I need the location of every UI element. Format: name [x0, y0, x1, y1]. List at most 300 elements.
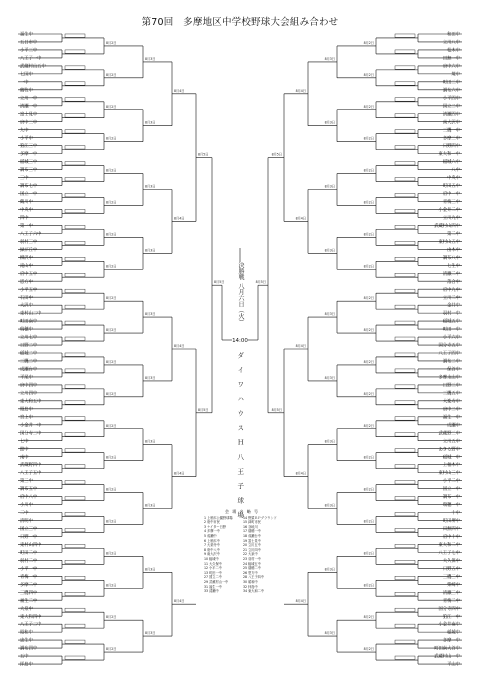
- team-name: 調布七中: [20, 184, 38, 190]
- team-name: 武蔵野三中: [438, 431, 460, 437]
- match-box: [395, 209, 415, 212]
- match-date: 8月4日: [295, 88, 306, 93]
- team-name: 八王子七中: [438, 550, 460, 556]
- team-name: 小金井一中: [20, 423, 42, 429]
- team-name: 立川九中: [442, 216, 460, 222]
- match-box: [395, 289, 415, 292]
- team-name: 一中: [20, 80, 29, 86]
- team-name: 府中五中: [20, 271, 38, 277]
- team-name: 大沢中: [20, 303, 33, 309]
- match-box: [395, 162, 415, 165]
- team-name: 田無四中: [442, 527, 460, 533]
- team-name: 鶴牧中: [20, 88, 33, 94]
- team-name: 二中: [20, 511, 29, 517]
- team-name: 調布八中: [442, 255, 460, 261]
- match-date: 8月4日: [174, 344, 185, 348]
- match-date: 8月2日: [363, 328, 374, 333]
- match-date: 8月2日: [106, 519, 117, 524]
- team-name: 三鷹五中: [442, 391, 460, 397]
- legend-item: 22 大泉中: [243, 552, 258, 557]
- team-name: 柴崎中: [447, 582, 460, 588]
- match-box: [65, 497, 85, 500]
- team-name: 小平三中: [20, 48, 38, 54]
- match-date: 8月3日: [145, 631, 156, 636]
- match-date: 8月3日: [145, 120, 156, 125]
- match-box: [65, 465, 85, 468]
- team-name: 柳沢中: [20, 255, 33, 261]
- match-date: 8月4日: [295, 599, 306, 604]
- match-date: 8月2日: [363, 136, 374, 141]
- team-name: 平山中: [447, 662, 460, 668]
- team-name: 中央中: [20, 208, 33, 214]
- match-box: [395, 385, 415, 388]
- match-box: [65, 512, 85, 515]
- match-date: 8月3日: [324, 312, 335, 317]
- legend-item: 19 富士見中: [243, 538, 261, 543]
- team-name: 調布二中: [442, 359, 460, 365]
- team-name: 日野一中: [20, 535, 38, 541]
- page-title: 第70回 多摩地区中学校野球大会組み合わせ: [141, 17, 339, 28]
- team-name: 清明中: [20, 519, 33, 525]
- match-box: [395, 273, 415, 276]
- match-date: 8月2日: [363, 487, 374, 492]
- match-box: [395, 257, 415, 260]
- legend-item: 15 緑町市民: [243, 520, 261, 525]
- team-name: 金井中: [447, 303, 460, 309]
- match-box: [65, 66, 85, 69]
- match-date: 8月2日: [106, 328, 117, 333]
- legend-item: 25 瑞穂二中: [243, 566, 261, 571]
- legend-item: 34 東大和二中: [243, 589, 265, 594]
- team-name: 国分寺二中: [20, 431, 42, 437]
- match-date: 8月2日: [363, 647, 374, 652]
- team-name: 清瀬三中: [442, 590, 460, 596]
- team-name: 三鷹二中: [20, 359, 38, 365]
- match-box: [395, 481, 415, 484]
- team-name: 瑞穂中: [20, 327, 33, 333]
- match-box: [65, 592, 85, 595]
- match-box: [65, 225, 85, 228]
- team-name: 清瀬一中: [20, 104, 38, 110]
- match-box: [395, 241, 415, 244]
- team-name: 多摩永山中: [438, 375, 460, 381]
- match-date: 8月4日: [295, 344, 306, 348]
- match-date: 8月2日: [363, 104, 374, 109]
- legend-item: 24 稲城五中: [243, 561, 261, 566]
- team-name: 国立一中: [442, 487, 460, 493]
- team-name: 稲城五中: [442, 319, 460, 325]
- match-box: [65, 353, 85, 356]
- team-name: 第三中: [20, 479, 33, 485]
- match-box: [395, 114, 415, 117]
- team-name: 日野三中: [442, 383, 460, 389]
- team-name: 四中: [20, 216, 29, 222]
- match-date: 8月2日: [106, 104, 117, 109]
- match-date: 8月2日: [363, 200, 374, 205]
- team-name: 多摩一中: [20, 152, 38, 158]
- match-box: [395, 528, 415, 531]
- match-box: [65, 337, 85, 340]
- match-box: [65, 401, 85, 404]
- match-date: 8月2日: [106, 487, 117, 492]
- team-name: 五中: [20, 654, 29, 660]
- team-name: 八王子五中: [20, 471, 42, 477]
- team-name: 東大和四中: [20, 614, 42, 620]
- match-box: [65, 544, 85, 547]
- match-date: 8月4日: [174, 471, 185, 476]
- left-bracket: [18, 31, 224, 668]
- team-name: 七中: [20, 439, 29, 445]
- team-name: 三鷹一中: [442, 128, 460, 134]
- team-name: 調布六中: [442, 88, 460, 94]
- match-box: [395, 401, 415, 404]
- team-name: 国分寺五中: [438, 343, 460, 349]
- team-name: 八王子四中: [438, 351, 460, 357]
- match-box: [65, 608, 85, 611]
- team-name: 中央中: [447, 176, 460, 182]
- match-date: 8月2日: [106, 647, 117, 652]
- legend-list: [204, 516, 280, 594]
- match-box: [395, 608, 415, 611]
- team-name: 府中二中: [442, 407, 460, 413]
- match-date: 8月2日: [106, 455, 117, 460]
- match-date: 8月3日: [145, 184, 156, 189]
- team-name: 稲城二中: [20, 351, 38, 357]
- match-box: [65, 417, 85, 420]
- team-name: 鶴川中: [20, 200, 33, 206]
- match-date: 8月3日: [324, 631, 335, 636]
- team-name: 武蔵村山五中: [20, 64, 46, 70]
- match-box: [65, 162, 85, 165]
- team-name: 小金井二中: [438, 208, 460, 214]
- team-name: 稲城三中: [20, 160, 38, 166]
- team-name: 七生中: [447, 263, 460, 269]
- legend-item: 11 大久保中: [204, 561, 222, 566]
- legend-item: 16 谷地川: [243, 524, 258, 529]
- match-box: [65, 146, 85, 149]
- team-name: 府中八中: [20, 495, 38, 501]
- team-name: 立川二中: [442, 295, 460, 301]
- team-name: 東大和二中: [438, 542, 460, 548]
- legend-item: 17 瑞穂一中: [243, 529, 261, 534]
- match-date: 8月2日: [363, 423, 374, 428]
- team-name: 第一中: [20, 223, 33, 229]
- team-name: 東大和一中: [438, 152, 460, 158]
- match-box: [65, 82, 85, 85]
- match-date: 8月3日: [324, 184, 335, 189]
- match-date: 8月2日: [363, 296, 374, 301]
- match-date: 8月2日: [363, 359, 374, 364]
- match-box: [395, 576, 415, 579]
- team-name: 福生中: [20, 32, 33, 38]
- team-name: 大久保中: [442, 558, 460, 564]
- team-name: 多摩二中: [20, 582, 38, 588]
- match-box: [395, 560, 415, 563]
- team-name: 立川四中: [20, 391, 38, 397]
- legend-item: 2 府中市民: [204, 520, 220, 525]
- match-date: 8月4日: [174, 599, 185, 604]
- match-box: [395, 98, 415, 101]
- match-date: 8月3日: [145, 312, 156, 317]
- match-date: 8月3日: [145, 56, 156, 61]
- team-name: 南中: [20, 455, 29, 461]
- match-date: 8月2日: [106, 72, 117, 77]
- match-box: [65, 98, 85, 101]
- match-box: [65, 449, 85, 452]
- match-box: [395, 544, 415, 547]
- match-box: [395, 592, 415, 595]
- final-time: 14:00: [232, 338, 248, 344]
- team-name: 青梅一中: [20, 574, 38, 580]
- team-name: 国立二中: [442, 104, 460, 110]
- team-name: 青梅三中: [442, 200, 460, 206]
- match-date: 8月2日: [363, 615, 374, 620]
- team-name: 大泉中: [20, 606, 33, 612]
- match-date: 8月5日: [198, 407, 209, 412]
- match-date: 8月2日: [106, 264, 117, 269]
- match-box: [395, 417, 415, 420]
- team-name: 宮上中: [20, 415, 33, 421]
- match-box: [65, 241, 85, 244]
- team-name: 成瀬中: [447, 423, 460, 429]
- team-name: 八王子六中: [20, 231, 42, 237]
- match-box: [65, 50, 85, 53]
- match-box: [395, 225, 415, 228]
- match-date: 8月2日: [106, 583, 117, 588]
- match-date: 8月5日: [271, 152, 282, 157]
- team-name: 日野四中: [442, 144, 460, 150]
- team-name: 調布三中: [20, 168, 38, 174]
- legend-item: 14 野猿ＢＰグラウンド: [243, 515, 277, 520]
- team-name: 立川五中: [442, 439, 460, 445]
- match-date: 8月3日: [145, 567, 156, 572]
- team-name: 狛江三中: [20, 144, 38, 150]
- match-box: [65, 369, 85, 372]
- legend-item: 32 拝島中: [243, 584, 258, 589]
- match-box: [395, 512, 415, 515]
- team-name: 恩方中: [20, 279, 33, 285]
- match-box: [395, 433, 415, 436]
- match-box: [65, 481, 85, 484]
- match-date: 8月2日: [363, 232, 374, 237]
- match-box: [65, 178, 85, 181]
- team-name: 田無一中: [442, 56, 460, 62]
- team-name: 稲城一中: [442, 455, 460, 461]
- team-name: 調布四中: [20, 646, 38, 652]
- final-venue: ダイワハウスＨ八王子球場: [236, 352, 245, 526]
- match-date: 8月2日: [106, 359, 117, 364]
- team-name: 三鷹四中: [20, 590, 38, 596]
- legend-title: 会 場 名 略 号: [224, 509, 260, 514]
- team-name: 武蔵村山四中: [434, 223, 460, 229]
- legend-item: 10 稲城中: [204, 556, 219, 561]
- match-box: [65, 640, 85, 643]
- team-name: 青梅二中: [442, 598, 460, 604]
- legend-item: 18 成瀬台中: [243, 533, 261, 538]
- match-box: [395, 50, 415, 53]
- match-box: [65, 273, 85, 276]
- team-name: 小平一中: [20, 566, 38, 572]
- team-name: 昭島中: [20, 407, 33, 413]
- match-date: 8月5日: [214, 280, 225, 285]
- match-box: [395, 305, 415, 308]
- match-date: 8月3日: [324, 248, 335, 253]
- team-name: 十中: [451, 511, 460, 517]
- match-date: 8月2日: [363, 551, 374, 556]
- team-name: あきる野中: [438, 447, 460, 453]
- match-box: [395, 624, 415, 627]
- match-box: [65, 130, 85, 133]
- match-date: 8月3日: [324, 120, 335, 125]
- match-date: 8月3日: [145, 503, 156, 508]
- team-name: 武蔵野四中: [20, 463, 42, 469]
- match-date: 8月4日: [174, 88, 185, 93]
- team-name: 多摩一中: [442, 638, 460, 644]
- team-name: 東大和五中: [20, 399, 42, 405]
- match-box: [65, 114, 85, 117]
- team-name: 羽村三中: [20, 239, 38, 245]
- match-box: [65, 289, 85, 292]
- legend-item: 30 昭和中: [243, 579, 258, 584]
- venue-legend: [204, 510, 280, 594]
- legend-item: 33 清瀬中: [204, 589, 219, 594]
- team-name: 小平五中: [20, 287, 38, 293]
- match-date: 8月2日: [363, 519, 374, 524]
- match-box: [65, 433, 85, 436]
- team-name: 石田中: [20, 295, 33, 301]
- team-name: 富士見中: [20, 112, 38, 118]
- legend-item: 7 大楽寺中: [204, 543, 220, 548]
- team-name: 小川中: [20, 503, 33, 509]
- match-box: [395, 66, 415, 69]
- team-name: 府中四中: [20, 383, 38, 389]
- right-bracket: [256, 31, 462, 668]
- legend-item: 5 成瀬中: [204, 533, 217, 538]
- team-name: 松木中: [447, 48, 460, 54]
- match-date: 8月2日: [106, 200, 117, 205]
- team-name: 拝島中: [20, 662, 33, 668]
- team-name: 狛江一中: [442, 614, 460, 620]
- match-date: 8月2日: [106, 391, 117, 396]
- team-name: 立川七中: [20, 335, 38, 341]
- legend-item: 9 南大沢中: [204, 552, 220, 557]
- match-box: [65, 624, 85, 627]
- team-name: 滝山中: [20, 263, 33, 269]
- team-name: 調布一中: [442, 495, 460, 501]
- match-box: [395, 146, 415, 149]
- team-name: 小平二中: [442, 479, 460, 485]
- match-box: [395, 369, 415, 372]
- team-name: 東村山五中: [438, 239, 460, 245]
- team-name: 府中一中: [442, 192, 460, 198]
- match-box: [395, 449, 415, 452]
- team-name: 東村山四中: [20, 542, 42, 548]
- team-name: 瑞穂一中: [442, 503, 460, 509]
- match-date: 8月3日: [145, 375, 156, 380]
- match-date: 8月4日: [174, 216, 185, 221]
- match-date: 8月2日: [363, 391, 374, 396]
- match-date: 8月5日: [198, 152, 209, 157]
- match-date: 8月3日: [324, 439, 335, 444]
- match-date: 8月2日: [106, 136, 117, 141]
- legend-item: 20 立川五中: [243, 543, 261, 548]
- match-date: 8月3日: [145, 248, 156, 253]
- match-box: [65, 34, 85, 37]
- match-box: [395, 130, 415, 133]
- team-name: 羽村一中: [442, 311, 460, 317]
- team-name: 町田二中: [20, 550, 38, 556]
- team-name: 小平中: [20, 136, 33, 142]
- match-date: 8月4日: [295, 216, 306, 221]
- match-box: [395, 337, 415, 340]
- team-name: 小平四中: [442, 96, 460, 102]
- match-box: [395, 656, 415, 659]
- legend-item: 8 府中八中: [204, 547, 220, 552]
- match-date: 8月3日: [324, 503, 335, 508]
- team-name: 武蔵村山一中: [434, 654, 460, 660]
- legend-item: 6 上柚木中: [204, 538, 220, 543]
- team-name: 東村山三中: [438, 471, 460, 477]
- legend-item: 12 小平二中: [204, 566, 222, 571]
- team-name: 多摩三中: [442, 136, 460, 142]
- match-box: [65, 305, 85, 308]
- team-name: 成瀬台中: [20, 367, 38, 373]
- team-name: 小金井南中: [438, 622, 460, 628]
- team-name: 三鷹三中: [442, 574, 460, 580]
- team-name: 稲城中: [447, 630, 460, 636]
- match-box: [395, 321, 415, 324]
- team-name: 立川一中: [20, 96, 38, 102]
- team-name: 福生一中: [442, 415, 460, 421]
- team-name: 境中: [451, 72, 460, 78]
- team-name: 平尾中: [20, 375, 33, 381]
- match-box: [65, 560, 85, 563]
- team-name: 由木中: [447, 247, 460, 253]
- team-name: 和田中: [447, 32, 460, 38]
- match-box: [65, 193, 85, 196]
- legend-item: 3 ナイター日野: [204, 524, 226, 529]
- team-name: 府中十中: [442, 535, 460, 541]
- match-box: [395, 497, 415, 500]
- match-date: 8月5日: [271, 407, 282, 412]
- team-name: 五日市中: [20, 40, 38, 46]
- legend-item: 29 武蔵村山一中: [204, 579, 229, 584]
- match-date: 8月2日: [106, 296, 117, 301]
- team-name: 立川八中: [442, 40, 460, 46]
- legend-item: 23 羽村一中: [243, 556, 261, 561]
- match-date: 8月2日: [106, 232, 117, 237]
- match-date: 8月2日: [363, 72, 374, 77]
- team-name: 八中: [451, 168, 460, 174]
- legend-item: 26 恩方中: [243, 570, 258, 575]
- match-date: 8月2日: [106, 615, 117, 620]
- team-name: 清瀬二中: [442, 271, 460, 277]
- team-name: 町田南中: [20, 319, 38, 325]
- team-name: 国立三中: [20, 527, 38, 533]
- match-box: [65, 656, 85, 659]
- match-box: [395, 82, 415, 85]
- team-name: 八王子二中: [20, 622, 42, 628]
- match-date: 8月2日: [363, 40, 374, 45]
- match-box: [65, 576, 85, 579]
- team-name: 羽村二中: [20, 558, 38, 564]
- team-name: 小平六中: [442, 335, 460, 341]
- team-name: 国分寺四中: [438, 606, 460, 612]
- match-date: 8月2日: [106, 423, 117, 428]
- team-name: 清瀬四中: [442, 112, 460, 118]
- team-name: 稲城六中: [442, 160, 460, 166]
- final-label: 決勝戦: [237, 262, 244, 280]
